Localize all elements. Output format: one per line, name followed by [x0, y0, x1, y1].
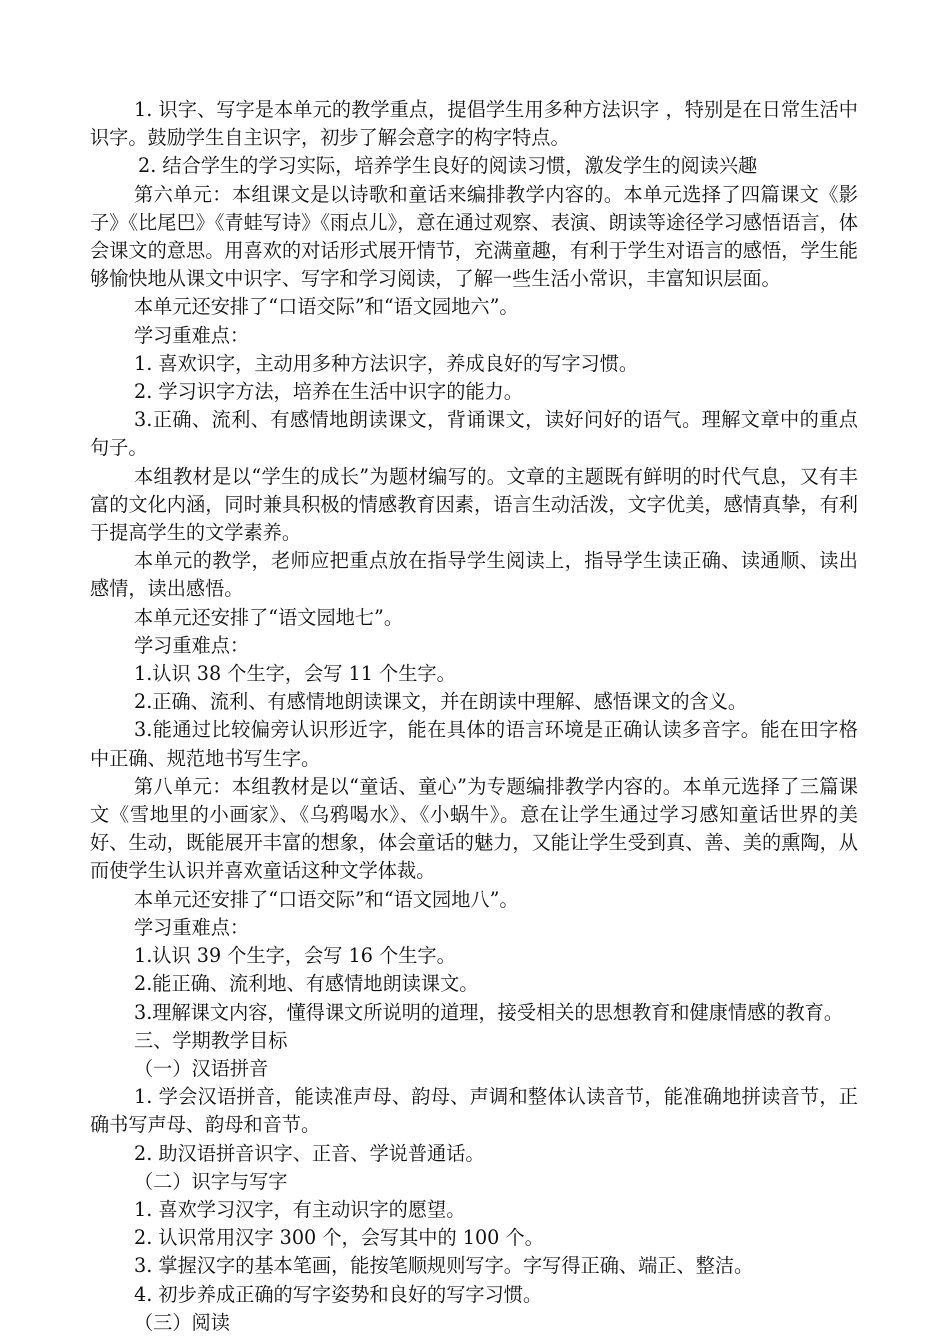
list-item: 2. 学习识字方法，培养在生活中识字的能力。 [134, 380, 523, 404]
list-item: 1. 学会汉语拼音，能读准声母、韵母、声调和整体认读音节，能准确地拼读音节，正确书写声母、韵母和音节。 [90, 1085, 858, 1137]
subsection-heading: （一）汉语拼音 [134, 1056, 269, 1080]
list-item: 2.正确、流利、有感情地朗读课文，并在朗读中理解、感悟课文的含义。 [134, 690, 748, 714]
list-item: 1. 喜欢识字，主动用多种方法识字，养成良好的写字习惯。 [134, 351, 639, 375]
section-heading: 三、学期教学目标 [134, 1028, 288, 1052]
subsection-heading: （三）阅读 [134, 1310, 230, 1334]
list-item: 3.理解课文内容，懂得课文所说明的道理，接受相关的思想教育和健康情感的教育。 [134, 1000, 844, 1024]
document-body [90, 96, 858, 1337]
list-item: 1.认识 39 个生字，会写 16 个生字。 [134, 944, 456, 968]
list-item: 3.正确、流利、有感情地朗读课文，背诵课文，读好问好的语气。理解文章中的重点句子。 [90, 408, 858, 460]
list-item: 3. 掌握汉字的基本笔画，能按笔顺规则写字。字写得正确、端正、整洁。 [134, 1254, 754, 1278]
list-item: 1. 喜欢学习汉字，有主动识字的愿望。 [134, 1197, 466, 1221]
paragraph: 第八单元：本组教材是以“童话、童心”为专题编排教学内容的。本单元选择了三篇课文《雪地里的小画家》、《乌鸦喝水》、《小蜗牛》。意在让学生通过学习感知童话世界的美好、生动，既能展开丰富的想象，体会童话的魅力，又能让学生受到真、善、美的熏陶，从而使学生认识并喜欢童话这种文学体裁。 [90, 774, 858, 883]
list-item: 3.能通过比较偏旁认识形近字，能在具体的语言环境是正确认读多音字。能在田字格中正确、规范地书写生字。 [90, 718, 858, 770]
paragraph: 第六单元：本组课文是以诗歌和童话来编排教学内容的。本单元选择了四篇课文《影子》《比尾巴》《青蛙写诗》《雨点儿》，意在通过观察、表演、朗读等途径学习感悟语言，体会课文的意思。用喜欢的对话形式展开情节，充满童趣，有利于学生对语言的感悟，学生能够愉快地从课文中识字、写字和学习阅读，了解一些生活小常识，丰富知识层面。 [90, 182, 858, 291]
paragraph: 本单元还安排了“口语交际”和“语文园地八”。 [134, 887, 519, 911]
subsection-heading: （二）识字与写字 [134, 1169, 288, 1193]
paragraph: 本单元的教学，老师应把重点放在指导学生阅读上，指导学生读正确、读通顺、读出感情，读出感悟。 [90, 549, 858, 601]
paragraph: 本组教材是以“学生的成长”为题材编写的。文章的主题既有鲜明的时代气息，又有丰富的文化内涵，同时兼具积极的情感教育因素，语言生动活泼，文字优美，感情真挚，有利于提高学生的文学素养。 [90, 464, 858, 545]
list-item: 1.认识 38 个生字，会写 11 个生字。 [134, 662, 456, 686]
list-item: 2. 认识常用汉字 300 个，会写其中的 100 个。 [134, 1226, 544, 1250]
paragraph: 1. 识字、写字是本单元的教学重点，提倡学生用多种方法识字 ，特别是在日常生活中识字。鼓励学生自主识字，初步了解会意字的构字特点。 [90, 98, 858, 150]
paragraph: 本单元还安排了“语文园地七”。 [134, 605, 404, 629]
list-item: 2.能正确、流利地、有感情地朗读课文。 [134, 972, 479, 996]
list-item: 4. 初步养成正确的写字姿势和良好的写字习惯。 [134, 1282, 543, 1306]
paragraph: 2. 结合学生的学习实际，培养学生良好的阅读习惯，激发学生的阅读兴趣 [138, 154, 758, 178]
section-heading: 学习重难点： [134, 323, 250, 347]
paragraph: 本单元还安排了“口语交际”和“语文园地六”。 [134, 295, 519, 319]
list-item: 2. 助汉语拼音识字、正音、学说普通话。 [134, 1141, 485, 1165]
section-heading: 学习重难点： [134, 633, 250, 657]
section-heading: 学习重难点： [134, 915, 250, 939]
